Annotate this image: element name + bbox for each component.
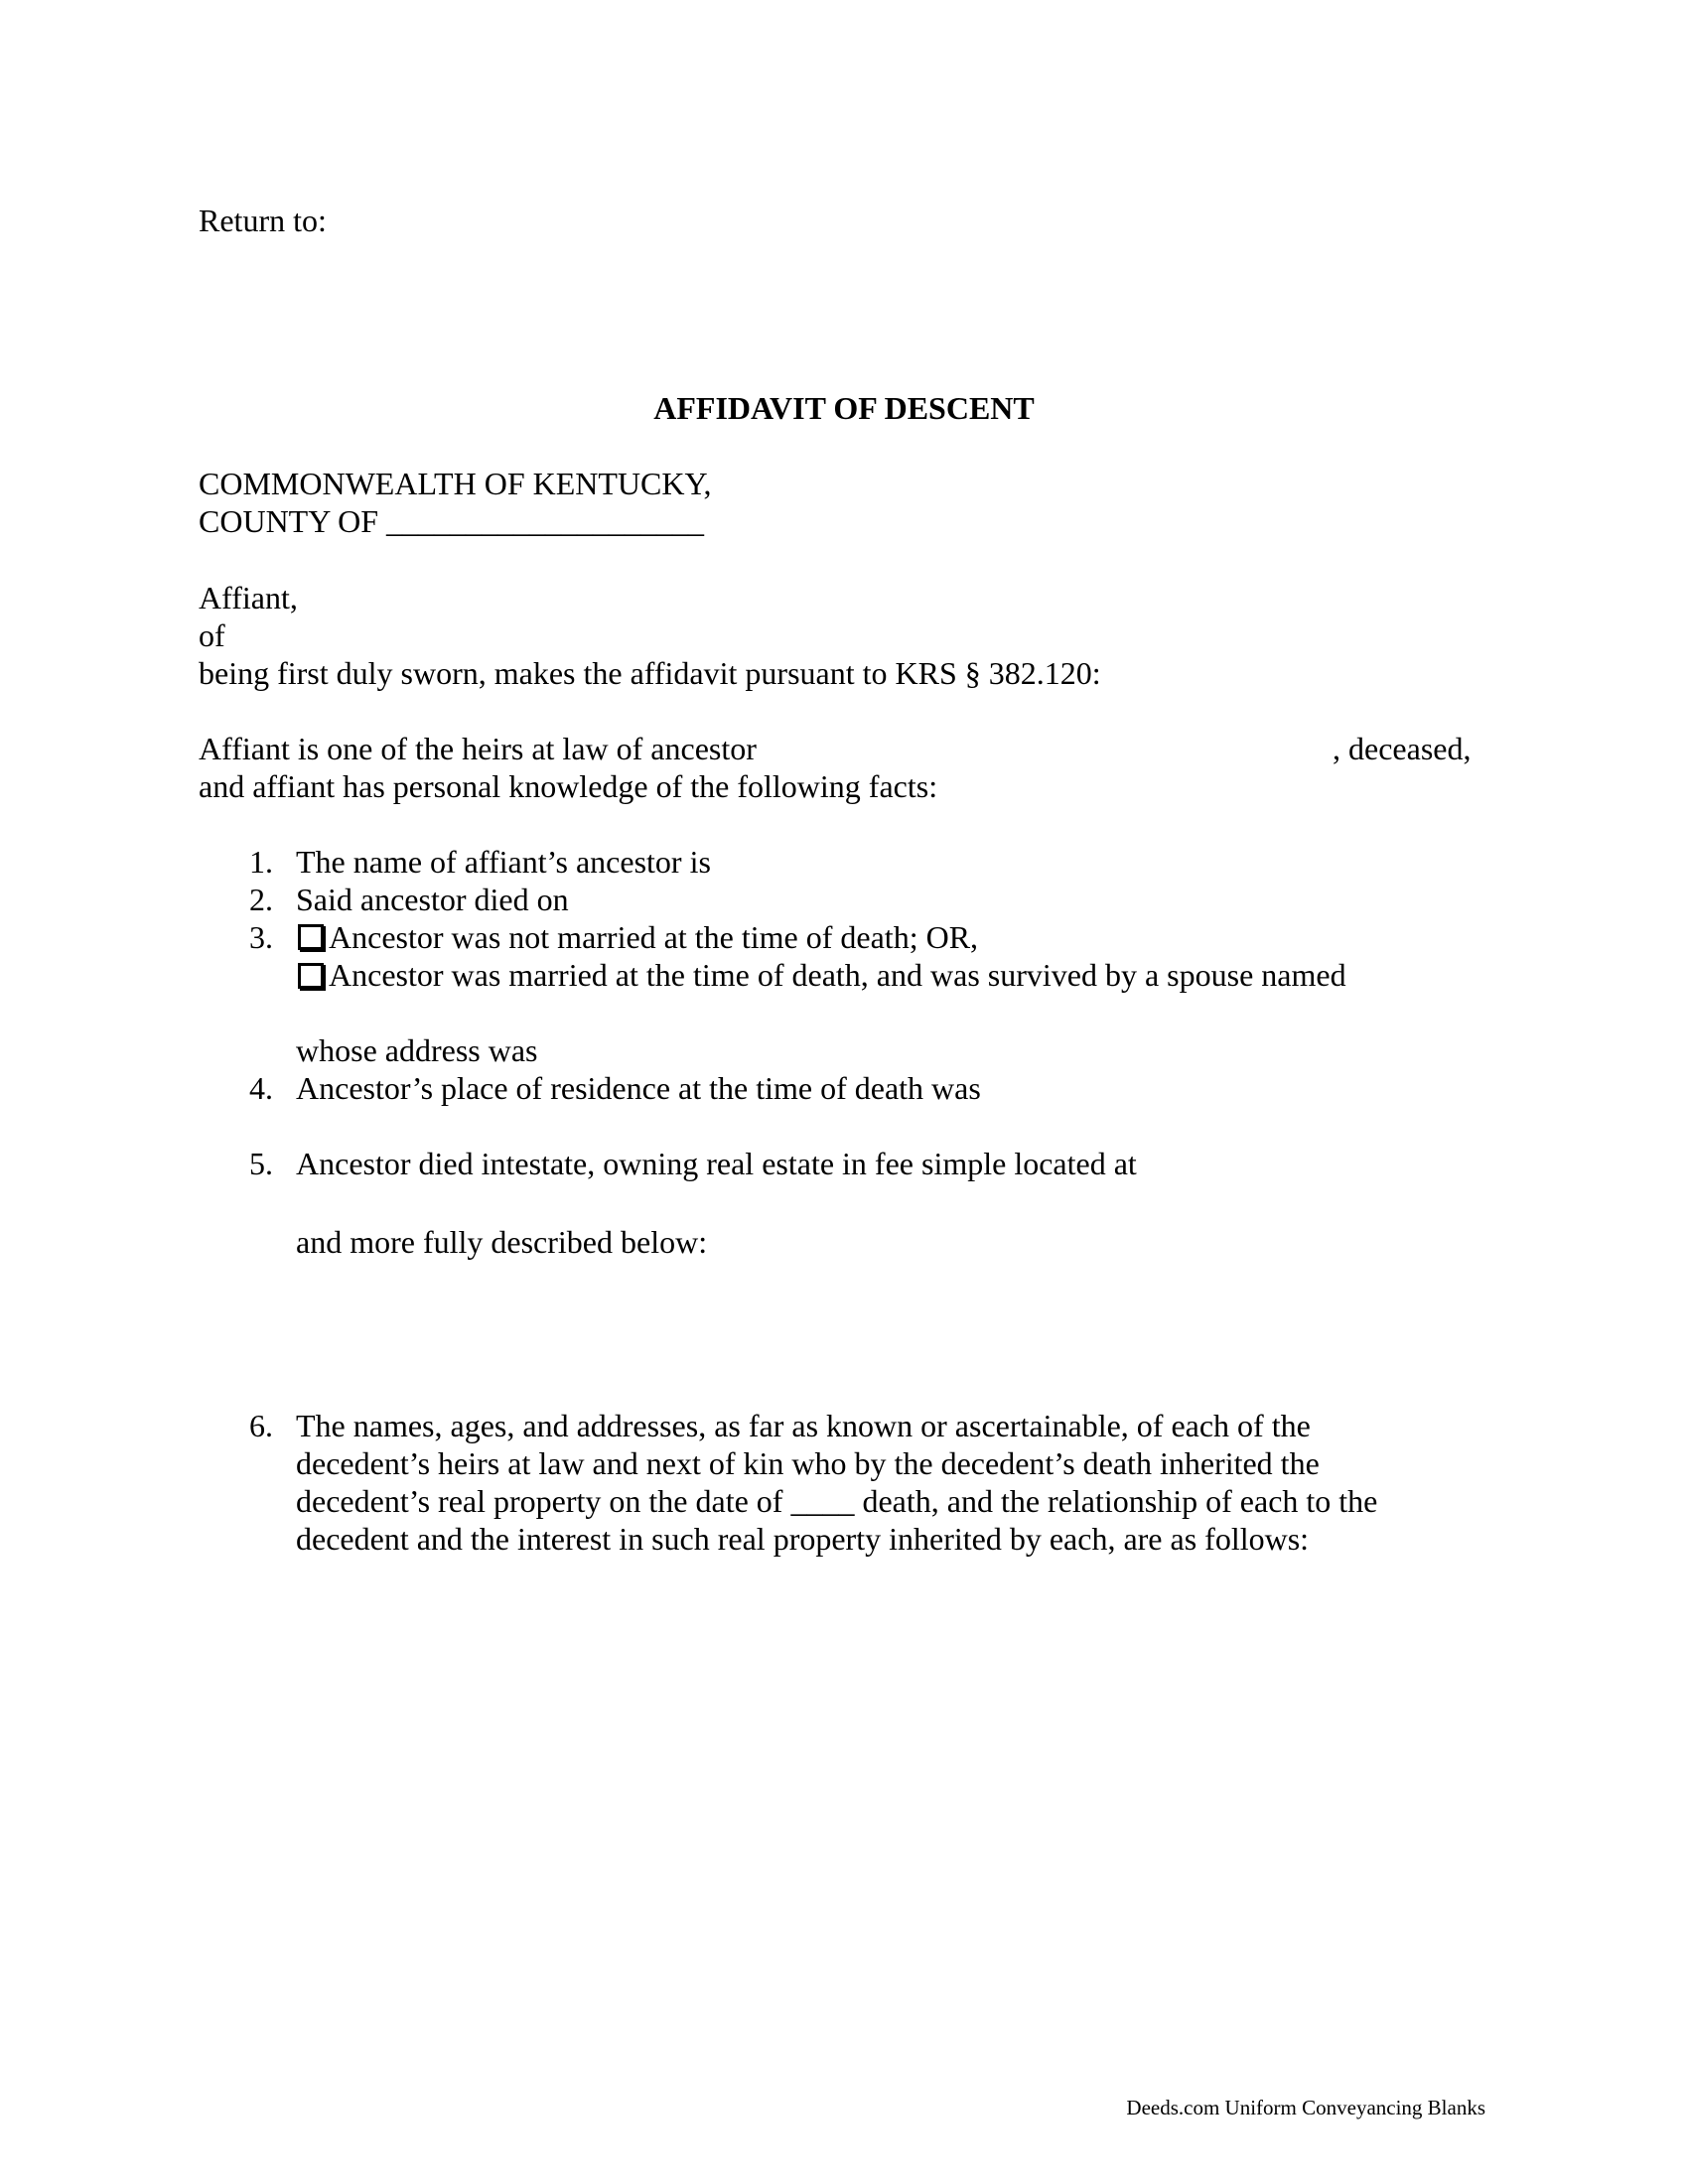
affiant-sworn-statement: being first duly sworn, makes the affidavit pursuant to KRS § 382.120:: [199, 655, 1101, 691]
item-3-not-married-text: Ancestor was not married at the time of death; OR,: [329, 919, 979, 955]
item-number-6: 6.: [249, 1408, 273, 1443]
item-3-address-text: whose address was: [296, 1032, 538, 1068]
affiant-of-label: of: [199, 617, 225, 653]
item-1-text: The name of affiant’s ancestor is: [296, 844, 711, 880]
intro-heirs-line: Affiant is one of the heirs at law of ancestor: [199, 731, 757, 766]
not-married-checkbox[interactable]: [298, 924, 324, 950]
item-6-line-1: The names, ages, and addresses, as far as known or ascertainable, of each of the: [296, 1408, 1311, 1443]
affiant-label: Affiant,: [199, 580, 298, 615]
item-6-line-2: decedent’s heirs at law and next of kin who by the decedent’s death inherited the: [296, 1445, 1320, 1481]
return-to-label: Return to:: [199, 203, 327, 238]
item-number-2: 2.: [249, 882, 273, 917]
intro-knowledge-line: and affiant has personal knowledge of the following facts:: [199, 768, 938, 804]
married-checkbox[interactable]: [298, 963, 324, 989]
item-number-4: 4.: [249, 1070, 273, 1106]
item-4-text: Ancestor’s place of residence at the time of death was: [296, 1070, 981, 1106]
item-number-3: 3.: [249, 919, 273, 955]
item-6-line-3: decedent’s real property on the date of ____ death, and the relationship of each to the: [296, 1483, 1378, 1519]
item-number-5: 5.: [249, 1146, 273, 1181]
item-3-married-text: Ancestor was married at the time of death, and was survived by a spouse named: [329, 957, 1346, 993]
document-title: AFFIDAVIT OF DESCENT: [653, 390, 1035, 426]
intro-deceased-label: , deceased,: [1333, 731, 1472, 766]
item-5-text: Ancestor died intestate, owning real estate in fee simple located at: [296, 1146, 1137, 1181]
footer-credit: Deeds.com Uniform Conveyancing Blanks: [1126, 2096, 1485, 2119]
item-2-text: Said ancestor died on: [296, 882, 569, 917]
venue-county: COUNTY OF ____________________: [199, 503, 705, 539]
venue-commonwealth: COMMONWEALTH OF KENTUCKY,: [199, 466, 712, 501]
item-number-1: 1.: [249, 844, 273, 880]
item-5-described-text: and more fully described below:: [296, 1224, 708, 1260]
item-6-line-4: decedent and the interest in such real property inherited by each, are as follows:: [296, 1521, 1310, 1557]
